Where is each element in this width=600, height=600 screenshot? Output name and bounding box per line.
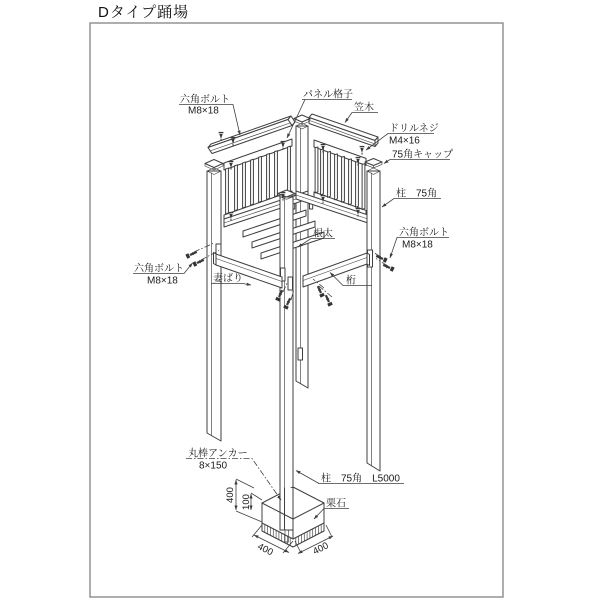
screw-icon [360,147,365,155]
label-cap75: 75角キャップ [392,149,454,161]
label-girder: 桁 [346,275,356,287]
label-drill-screw-size: M4×16 [389,135,420,147]
label-drill-screw: ドリルネジ [389,123,439,135]
page-title: Dタイプ踊場 [98,4,190,21]
label-hex-bolt-left: 六角ボルト [134,263,184,275]
cap-75 [365,159,382,166]
hex-bolt-icon [383,263,395,271]
label-hex-bolt-right: 六角ボルト [399,227,449,239]
post-front-long [278,190,295,530]
label-kuriishi: 栗石 [326,498,346,510]
dim-footing-length: 400 [311,540,331,558]
label-post-l5000: 柱 75角 L5000 [321,473,400,485]
label-hex-bolt-tl: 六角ボルト [180,94,230,106]
label-joist: 根太 [313,228,333,240]
label-post75: 柱 75角 [396,188,438,200]
label-hex-bolt-right-size: M8×18 [402,239,433,251]
label-hex-bolt-left-size: M8×18 [147,275,178,287]
dim-footing-width: 400 [255,541,275,559]
label-anchor: 丸棒アンカー [188,448,248,460]
dimensions [225,479,333,558]
dim-footing-depth: 400 [225,487,236,503]
footing [262,487,324,547]
girder-beam [303,253,370,287]
label-kasagi: 笠木 [354,102,374,114]
post-back [294,115,310,388]
labels [134,88,453,510]
post-right [365,159,382,472]
post-left [205,160,223,442]
label-anchor-size: 8×150 [199,460,228,472]
label-hex-bolt-tl-size: M8×18 [188,105,219,117]
dim-embed: 100 [241,494,252,510]
label-tsumabari: 妻ばり [213,273,243,285]
label-panel-lattice: パネル格子 [303,89,353,101]
